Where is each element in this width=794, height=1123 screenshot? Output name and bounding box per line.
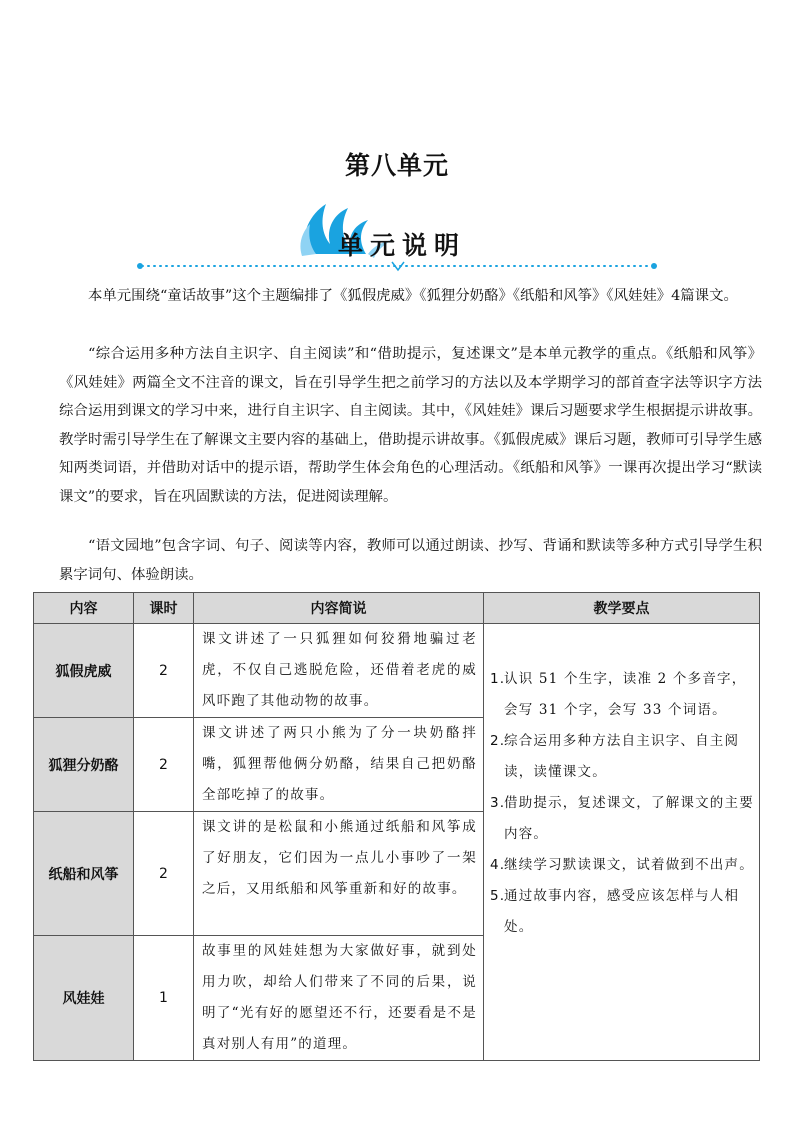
intro-paragraph: 本单元围绕“童话故事”这个主题编排了《狐假虎威》《狐狸分奶酪》《纸船和风筝》《风娃娃》4篇课文。 bbox=[88, 288, 738, 304]
lesson-summary: 课文讲述了一只狐狸如何狡猾地骗过老虎，不仅自己逃脱危险，还借着老虎的威风吓跑了其他动物的故事。 bbox=[194, 624, 484, 718]
point-number: 1. bbox=[490, 671, 506, 687]
header-summary: 内容简说 bbox=[194, 593, 484, 624]
point-number: 3. bbox=[490, 795, 506, 811]
lesson-hours: 2 bbox=[134, 718, 194, 812]
teaching-point bbox=[490, 788, 755, 850]
point-number: 4. bbox=[490, 857, 506, 873]
point-number: 2. bbox=[490, 733, 506, 749]
teaching-point bbox=[490, 881, 755, 943]
lesson-summary: 故事里的风娃娃想为大家做好事，就到处用力吹，却给人们带来了不同的后果，说明了“光有好的愿望还不行，还要看是不是真对别人有用”的道理。 bbox=[194, 936, 484, 1061]
header-hours: 课时 bbox=[134, 593, 194, 624]
lesson-name: 纸船和风筝 bbox=[34, 812, 134, 936]
unit-table bbox=[33, 592, 760, 1061]
banner-title: 单元说明 bbox=[337, 231, 466, 260]
header-points: 教学要点 bbox=[484, 593, 760, 624]
lesson-hours: 2 bbox=[134, 812, 194, 936]
lesson-name: 狐假虎威 bbox=[34, 624, 134, 718]
lesson-hours: 2 bbox=[134, 624, 194, 718]
table-row bbox=[34, 624, 760, 718]
teaching-points bbox=[484, 624, 760, 1061]
point-text: 通过故事内容，感受应该怎样与人相处。 bbox=[504, 888, 740, 935]
point-text: 综合运用多种方法自主识字、自主阅读，读懂课文。 bbox=[504, 733, 740, 780]
lesson-hours: 1 bbox=[134, 936, 194, 1061]
garden-paragraph: “语文园地”包含字词、句子、阅读等内容，教师可以通过朗读、抄写、背诵和默读等多种方式引导学生积累字词句、体验朗读。 bbox=[59, 538, 762, 583]
lesson-summary: 课文讲的是松鼠和小熊通过纸船和风筝成了好朋友，它们因为一点儿小事吵了一架之后，又用纸船和风筝重新和好的故事。 bbox=[194, 812, 484, 936]
point-text: 继续学习默读课文，试着做到不出声。 bbox=[504, 857, 754, 873]
header-content: 内容 bbox=[34, 593, 134, 624]
lesson-name: 风娃娃 bbox=[34, 936, 134, 1061]
teaching-point bbox=[490, 664, 755, 726]
teaching-point bbox=[490, 726, 755, 788]
lesson-name: 狐狸分奶酪 bbox=[34, 718, 134, 812]
focus-paragraph: “综合运用多种方法自主识字、自主阅读”和“借助提示，复述课文”是本单元教学的重点。《纸船和风筝》《风娃娃》两篇全文不注音的课文，旨在引导学生把之前学习的方法以及本学期学习的部首查字法等识字方法综合运用到课文的学习中来，进行自主识字、自主阅读。其中，《风娃娃》课后习题要求学生根据提示讲故事。教学时需引导学生在了解课文主要内容的基础上，借助提示讲故事。《狐假虎威》课后习题，教师可引导学生感知两类词语，并借助对话中的提示语，帮助学生体会角色的心理活动。《纸船和风筝》一课再次提出学习“默读课文”的要求，旨在巩固默读的方法，促进阅读理解。 bbox=[59, 346, 762, 505]
point-text: 认识 51 个生字，读准 2 个多音字，会写 31 个字，会写 33 个词语。 bbox=[504, 671, 747, 718]
page-title: 第八单元 bbox=[344, 151, 449, 180]
point-number: 5. bbox=[490, 888, 506, 904]
point-text: 借助提示，复述课文，了解课文的主要内容。 bbox=[504, 795, 754, 842]
teaching-point bbox=[490, 850, 755, 881]
lesson-summary: 课文讲述了两只小熊为了分一块奶酪拌嘴，狐狸帮他俩分奶酪，结果自己把奶酪全部吃掉了的故事。 bbox=[194, 718, 484, 812]
